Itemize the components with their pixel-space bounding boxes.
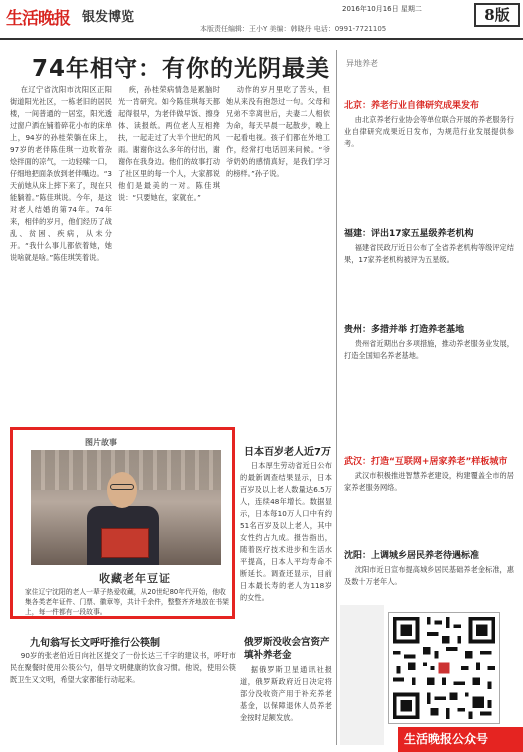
right-article-title: 武汉：打造“互联网+居家养老”样板城市 bbox=[344, 457, 508, 467]
article-3-title: 九旬翁写长文呼吁推行公筷制 bbox=[30, 638, 160, 649]
article-2-title: 日本百岁老人近7万 bbox=[244, 447, 331, 458]
article-text: 由北京养老行业协会等单位联合开展的养老服务行业自律研究成果近日发布，为规范行业发展提供参考。 bbox=[344, 115, 514, 148]
right-article-body bbox=[344, 114, 514, 206]
right-article-title: 贵州：多措并举 打造养老基地 bbox=[344, 325, 465, 335]
section-name: 银发博览 bbox=[82, 10, 135, 25]
newspaper-logo: 生活晚报 bbox=[6, 9, 70, 29]
article-text: 疾，孙桂荣病情急是累脑时光一肯研究。如今陈佳琪每天都起得很早，为老伴做早饭、擦身体、读报纸。两位老人互相搀扶，一起走过了大半个世纪的风雨。谢谢你这么多年的付出，谢谢你在我身边。他们的故事打动了社区里的每一个人，大家都说他们是最美的一对。陈佳琪说：“只要她在，家就在。” bbox=[118, 85, 220, 202]
article-column-3 bbox=[226, 84, 330, 420]
photo-story-box bbox=[10, 427, 235, 619]
wechat-promo-banner[interactable]: 生活晚报公众号 bbox=[398, 727, 523, 752]
editor-credit: 本版责任编辑：王小Y 美编：韩晓丹 电话：0991-7721105 bbox=[200, 25, 387, 33]
article-2-body bbox=[240, 460, 332, 628]
glasses-icon bbox=[110, 484, 134, 490]
article-3-body bbox=[10, 650, 236, 746]
article-text: 武汉市积极推进智慧养老建设，构建覆盖全市的居家养老服务网络。 bbox=[344, 471, 514, 492]
masthead bbox=[0, 0, 523, 40]
article-text: 沈阳市近日宣布提高城乡居民基础养老金标准，惠及数十万老年人。 bbox=[344, 565, 514, 586]
right-article-title: 福建：评出17家五星级养老机构 bbox=[344, 229, 474, 239]
right-article-body bbox=[344, 242, 514, 320]
column-divider bbox=[336, 50, 337, 745]
photo-section-label: 图片故事 bbox=[85, 438, 117, 447]
right-article-body bbox=[344, 564, 514, 600]
main-headline: 74年相守：有你的光阴最美 bbox=[32, 56, 331, 82]
person-head bbox=[107, 472, 137, 508]
qr-code-icon[interactable] bbox=[388, 612, 500, 724]
article-4-body bbox=[240, 664, 332, 746]
article-text: 在辽宁省沈阳市沈阳区正阳街道阳光社区，一栋老旧的居民楼，一间普通的一居室，阳光透过窗户洒在铺着碎花小布的床单上，94岁的孙桂荣躺在床上，97岁的老伴陈佳琪一边吹着杂烩拌面的凉气，一边轻嗦一口，仔细地把面条放到老伴嘴边。“3天前她从床上摔下来了，现在只能躺着。”陈佳琪说。今年，是这对老人结婚的第74年。74年来，相伴的岁月，他们经历了战乱、贫困、疾病，从未分开。“我什么事儿都依着她，她说啥就是啥。”陈佳琪笑着说。 bbox=[10, 85, 112, 262]
article-text: 90岁的张老伯近日向社区提交了一份长达三千字的建议书，呼吁市民在聚餐时使用公筷公勺，倡导文明健康的饮食习惯。他说，使用公筷既卫生又文明，希望大家都能行动起来。 bbox=[10, 651, 236, 684]
page-number-tag: 8版 bbox=[474, 3, 520, 27]
right-section-label: 异地养老 bbox=[346, 59, 378, 68]
collection-book bbox=[101, 528, 149, 558]
article-text: 动作的岁月里吃了苦头，但她从来没有抱怨过一句。父母和兄弟不幸离世后，夫妻二人相依为命，每天早晨一起散步，晚上一起看电视。孩子们都在外地工作，经常打电话回来问候。“爷爷奶奶的感情真好，是我们学习的榜样。”孙子说。 bbox=[226, 85, 330, 178]
article-column-2 bbox=[118, 84, 220, 420]
article-text: 日本厚生劳动省近日公布的最新调查结果显示，日本百岁及以上老人数量达6.5万人，连续48年增长。数据显示，日本每10万人口中有约51名百岁及以上老人，其中女性约占九成。报告指出，随着医疗技术进步和生活水平提高，日本人平均寿命不断延长。调查还显示，目前日本最长寿的老人为118岁的女性。 bbox=[240, 461, 332, 602]
right-article-body bbox=[344, 470, 514, 540]
article-text: 贵州省近期出台多项措施，推动养老服务业发展，打造全国知名养老基地。 bbox=[344, 339, 514, 360]
right-article-title: 沈阳：上调城乡居民养老待遇标准 bbox=[344, 551, 480, 561]
right-article-title: 北京：养老行业自律研究成果发布 bbox=[344, 101, 480, 111]
ad-side-strip bbox=[340, 605, 384, 745]
article-text: 福建省民政厅近日公布了全省养老机构等级评定结果，17家养老机构被评为五星级。 bbox=[344, 243, 514, 264]
issue-date: 2016年10月16日 星期二 bbox=[342, 5, 422, 13]
right-article-body bbox=[344, 338, 514, 440]
article-4-title: 俄罗斯没收会宫资产填补养老金 bbox=[244, 637, 330, 661]
photo-description: 家住辽宁沈阳的老人一辈子热爱收藏，从20世纪80年代开始，他收集各类老年证件、门票、徽章等，共计千余件，整整齐齐地放在书架上，每一件都有一段故事。 bbox=[25, 588, 229, 616]
article-text: 据俄罗斯卫星通讯社报道，俄罗斯政府近日决定将部分没收资产用于补充养老基金，以保障退休人员养老金按时足额发放。 bbox=[240, 665, 332, 722]
photo-caption: 收藏老年豆证 bbox=[99, 572, 171, 585]
collector-photo bbox=[31, 450, 221, 565]
article-column-1 bbox=[10, 84, 112, 420]
